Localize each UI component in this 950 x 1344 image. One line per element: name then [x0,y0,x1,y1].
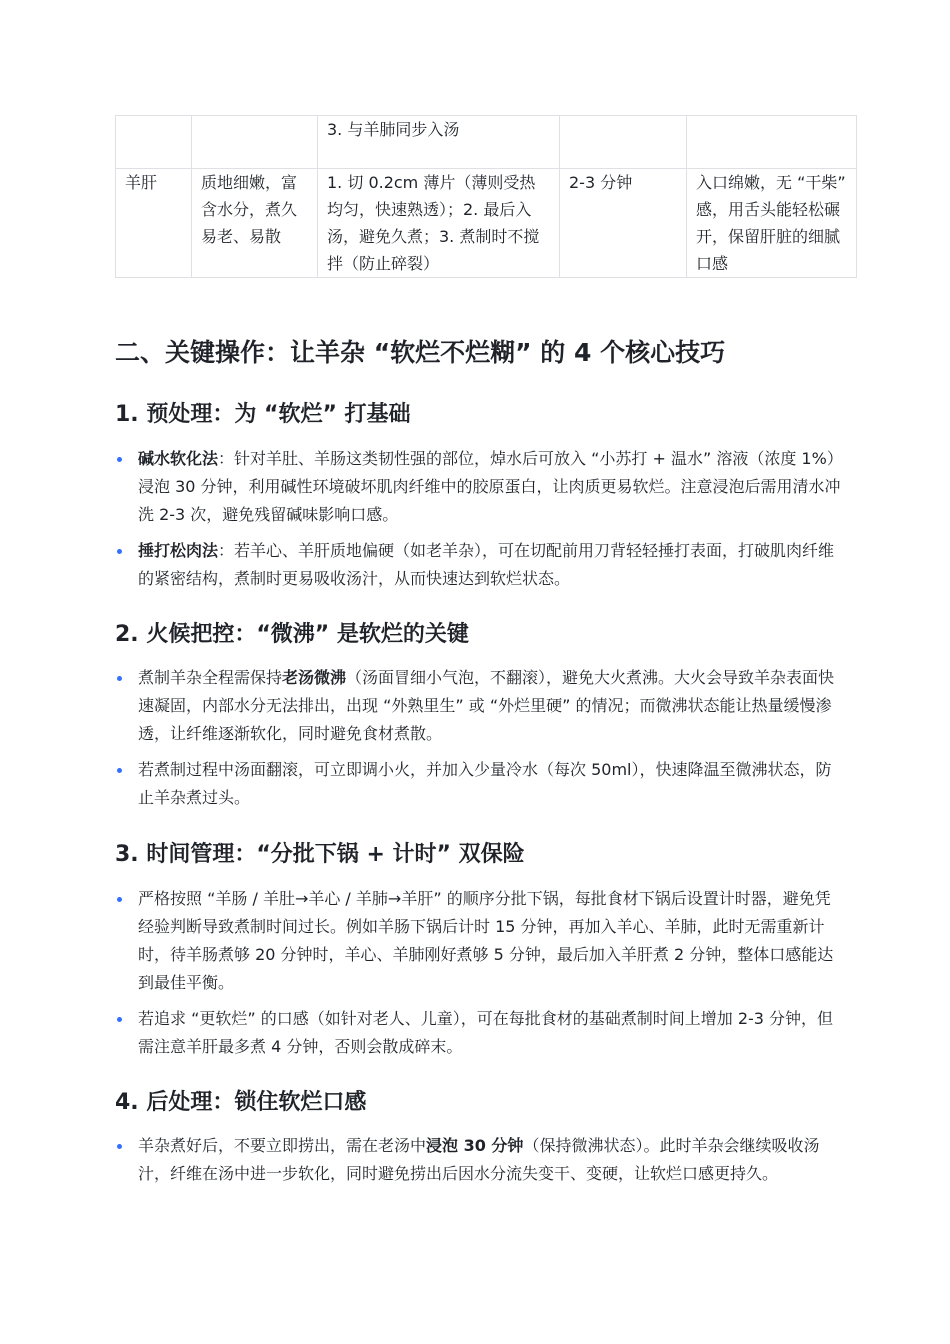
list-item [115,664,845,748]
bullet-list-post [115,1132,845,1188]
list-item-text: 严格按照 “羊肠 / 羊肚→羊心 / 羊肺→羊肝” 的顺序分批下锅，每批食材下锅后设置计时器，避免凭经验判断导致煮制时间过长。例如羊肠下锅后计时 15 分钟，再加入羊心、羊肺，此时无需重新计时，待羊肠煮够 20 分钟时，羊心、羊肺刚好煮够 5 分钟，最后加入羊肝煮 2 分钟，整体口感能达到最佳平衡。 [138,889,834,992]
table-cell-result: 入口绵嫩，无 “干柴” 感，用舌头能轻松碾开，保留肝脏的细腻口感 [687,169,857,278]
table-cell: 3. 与羊肺同步入汤 [318,116,560,169]
bold-term: 浸泡 30 分钟 [426,1136,524,1155]
table-cell-name: 羊肝 [116,169,192,278]
list-item [115,537,845,593]
table-cell [116,116,192,169]
list-item-text: 煮制羊杂全程需保持 [138,668,283,687]
bold-term: 老汤微沸 [282,668,347,687]
subsection-title-timing: 3. 时间管理：“分批下锅 + 计时” 双保险 [115,842,525,867]
list-item [115,445,845,529]
table-row [116,116,857,169]
list-item [115,756,845,812]
bullet-list-preprocess [115,445,845,593]
list-item [115,1005,845,1061]
subsection-title-post: 4. 后处理：锁住软烂口感 [115,1090,367,1115]
list-item [115,885,845,997]
table-cell-method: 1. 切 0.2cm 薄片（薄则受热均匀，快速熟透）；2. 最后入汤，避免久煮；3. 煮制时不搅拌（防止碎裂） [318,169,560,278]
bullet-list-timing [115,885,845,1061]
list-item-text: ：若羊心、羊肝质地偏硬（如老羊杂），可在切配前用刀背轻轻捶打表面，打破肌肉纤维的紧密结构，煮制时更易吸收汤汁，从而快速达到软烂状态。 [138,541,835,588]
bullet-list-heat [115,664,845,812]
list-item [115,1132,845,1188]
table-cell [560,116,687,169]
section-title: 二、关键操作：让羊杂 “软烂不烂糊” 的 4 个核心技巧 [115,338,726,367]
table-row [116,169,857,278]
table-cell-feature: 质地细嫩，富含水分，煮久易老、易散 [192,169,318,278]
bold-term: 碱水软化法 [138,449,219,468]
list-item-text: （保持微沸状态）。此时羊杂会继续吸收汤汁，纤维在汤中进一步软化，同时避免捞出后因水分流失变干、变硬，让软烂口感更持久。 [138,1136,820,1183]
list-item-text: 若煮制过程中汤面翻滚，可立即调小火，并加入少量冷水（每次 50ml），快速降温至微沸状态，防止羊杂煮过头。 [138,760,832,807]
list-item-text: 若追求 “更软烂” 的口感（如针对老人、儿童），可在每批食材的基础煮制时间上增加 2-3 分钟，但需注意羊肝最多煮 4 分钟，否则会散成碎末。 [138,1009,834,1056]
subsection-title-preprocess: 1. 预处理：为 “软烂” 打基础 [115,402,411,427]
list-item-text: （汤面冒细小气泡，不翻滚），避免大火煮沸。大火会导致羊杂表面快速凝固，内部水分无法排出，出现 “外熟里生” 或 “外烂里硬” 的情况；而微沸状态能让热量缓慢渗透，让纤维逐渐软化，同时避免食材煮散。 [138,668,835,743]
list-item-text: ：针对羊肚、羊肠这类韧性强的部位，焯水后可放入 “小苏打 + 温水” 溶液（浓度 1%）浸泡 30 分钟，利用碱性环境破坏肌肉纤维中的胶原蛋白，让肉质更易软烂。注意浸泡后需用清水冲洗 2-3 次，避免残留碱味影响口感。 [138,449,843,524]
list-item-text: 羊杂煮好后，不要立即捞出，需在老汤中 [138,1136,427,1155]
bold-term: 捶打松肉法 [138,541,219,560]
ingredient-table [115,115,857,278]
table-cell [192,116,318,169]
table-cell [687,116,857,169]
table-cell-time: 2-3 分钟 [560,169,687,278]
subsection-title-heat: 2. 火候把控：“微沸” 是软烂的关键 [115,622,469,647]
